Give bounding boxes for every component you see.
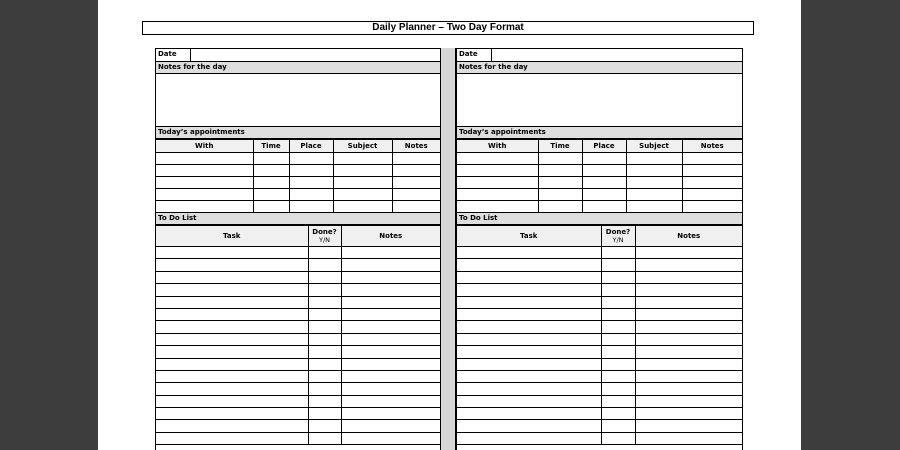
done-label: Done? [605, 228, 631, 236]
todo-row [457, 271, 742, 283]
col-notes: Notes [635, 226, 742, 247]
date-field[interactable] [492, 49, 742, 61]
todo-cell[interactable] [635, 259, 742, 271]
todo-row [457, 346, 742, 358]
appointment-cell[interactable] [333, 165, 392, 177]
todo-cell[interactable] [341, 259, 440, 271]
date-label: Date [156, 49, 191, 61]
appointment-row [457, 177, 742, 189]
todo-cell[interactable] [635, 383, 742, 395]
appointment-row [156, 189, 440, 201]
todo-row [457, 321, 742, 333]
appointment-cell[interactable] [333, 189, 392, 201]
appointment-cell[interactable] [289, 189, 333, 201]
col-subject: Subject [626, 140, 682, 153]
todo-cell[interactable] [341, 284, 440, 296]
appointment-row [457, 189, 742, 201]
appointments-header: Today’s appointments [156, 127, 440, 139]
todo-cell[interactable] [457, 333, 601, 345]
col-place: Place [289, 140, 333, 153]
appointment-cell[interactable] [538, 189, 582, 201]
todo-cell[interactable] [156, 395, 308, 407]
todo-cell[interactable] [341, 420, 440, 432]
todo-row [156, 271, 440, 283]
appointment-cell[interactable] [253, 165, 289, 177]
todo-cell[interactable] [341, 370, 440, 382]
todo-cell[interactable] [308, 284, 341, 296]
todo-cell[interactable] [341, 247, 440, 259]
todo-cell[interactable] [635, 296, 742, 308]
todo-row [156, 284, 440, 296]
todo-cell[interactable] [635, 308, 742, 320]
appointment-cell[interactable] [253, 189, 289, 201]
notes-header: Notes for the day [457, 62, 742, 74]
todo-cell[interactable] [635, 408, 742, 420]
todo-header: To Do List [457, 213, 742, 225]
appointment-cell[interactable] [333, 153, 392, 165]
todo-row [156, 432, 440, 444]
todo-cell[interactable] [308, 296, 341, 308]
appointment-cell[interactable] [253, 153, 289, 165]
todo-cell[interactable] [341, 296, 440, 308]
appointment-cell[interactable] [392, 165, 440, 177]
todo-row [457, 408, 742, 420]
todo-cell[interactable] [308, 259, 341, 271]
appointment-cell[interactable] [289, 165, 333, 177]
todo-row [156, 408, 440, 420]
appointment-row [156, 153, 440, 165]
appointment-cell[interactable] [392, 189, 440, 201]
todo-cell[interactable] [601, 346, 635, 358]
todo-table [156, 225, 440, 445]
appointment-cell[interactable] [253, 177, 289, 189]
appointment-cell[interactable] [457, 153, 538, 165]
appointment-cell[interactable] [626, 177, 682, 189]
appointment-cell[interactable] [156, 201, 253, 213]
todo-cell[interactable] [341, 308, 440, 320]
todo-cell[interactable] [341, 383, 440, 395]
todo-row [156, 296, 440, 308]
col-notes: Notes [341, 226, 440, 247]
todo-cell[interactable] [635, 247, 742, 259]
todo-cell[interactable] [457, 358, 601, 370]
todo-cell[interactable] [601, 321, 635, 333]
todo-cell[interactable] [601, 296, 635, 308]
appointments-header: Today’s appointments [457, 127, 742, 139]
appointment-cell[interactable] [626, 189, 682, 201]
todo-cell[interactable] [601, 432, 635, 444]
done-sublabel: Y/N [318, 236, 331, 244]
appointment-cell[interactable] [682, 177, 742, 189]
todo-row [457, 370, 742, 382]
appointment-cell[interactable] [538, 201, 582, 213]
todo-cell[interactable] [156, 420, 308, 432]
todo-cell[interactable] [308, 432, 341, 444]
todo-cell[interactable] [457, 432, 601, 444]
todo-cell[interactable] [341, 395, 440, 407]
appointment-cell[interactable] [457, 177, 538, 189]
appointment-row [457, 201, 742, 213]
appointment-cell[interactable] [289, 201, 333, 213]
todo-cell[interactable] [308, 308, 341, 320]
todo-cell[interactable] [635, 395, 742, 407]
col-task: Task [457, 226, 601, 247]
appointment-cell[interactable] [682, 153, 742, 165]
todo-cell[interactable] [308, 395, 341, 407]
col-time: Time [538, 140, 582, 153]
appointment-row [457, 153, 742, 165]
todo-cell[interactable] [457, 408, 601, 420]
todo-cell[interactable] [601, 370, 635, 382]
todo-cell[interactable] [341, 432, 440, 444]
todo-cell[interactable] [635, 370, 742, 382]
appointment-cell[interactable] [457, 165, 538, 177]
appointment-cell[interactable] [253, 201, 289, 213]
todo-cell[interactable] [341, 346, 440, 358]
done-label: Done? [312, 228, 337, 236]
appointment-cell[interactable] [289, 153, 333, 165]
notes-area[interactable] [156, 74, 440, 127]
todo-cell[interactable] [457, 247, 601, 259]
todo-cell[interactable] [635, 284, 742, 296]
todo-cell[interactable] [156, 383, 308, 395]
appointment-cell[interactable] [682, 201, 742, 213]
page-title: Daily Planner – Two Day Format [142, 21, 754, 35]
planner-page [98, 0, 801, 450]
todo-row [156, 308, 440, 320]
todo-cell[interactable] [308, 408, 341, 420]
todo-cell[interactable] [341, 271, 440, 283]
todo-cell[interactable] [308, 370, 341, 382]
todo-row [457, 284, 742, 296]
appointment-cell[interactable] [333, 177, 392, 189]
col-with: With [156, 140, 253, 153]
todo-cell[interactable] [457, 395, 601, 407]
todo-row [156, 383, 440, 395]
col-with: With [457, 140, 538, 153]
todo-cell[interactable] [635, 321, 742, 333]
todo-row [156, 420, 440, 432]
todo-row [156, 259, 440, 271]
todo-cell[interactable] [156, 333, 308, 345]
todo-row [457, 259, 742, 271]
todo-row [457, 247, 742, 259]
todo-cell[interactable] [156, 271, 308, 283]
appointment-row [457, 165, 742, 177]
todo-cell[interactable] [635, 420, 742, 432]
todo-row [457, 383, 742, 395]
todo-cell[interactable] [457, 284, 601, 296]
date-field[interactable] [191, 49, 440, 61]
col-notes: Notes [392, 140, 440, 153]
todo-cell[interactable] [601, 383, 635, 395]
todo-row [457, 432, 742, 444]
date-row [457, 49, 742, 62]
appointment-cell[interactable] [626, 165, 682, 177]
todo-row [156, 333, 440, 345]
appointment-cell[interactable] [392, 153, 440, 165]
todo-row [156, 321, 440, 333]
todo-cell[interactable] [635, 271, 742, 283]
todo-cell[interactable] [601, 271, 635, 283]
col-done [308, 226, 341, 247]
todo-cell[interactable] [457, 420, 601, 432]
todo-row [457, 420, 742, 432]
todo-cell[interactable] [601, 247, 635, 259]
todo-cell[interactable] [156, 408, 308, 420]
todo-row [457, 333, 742, 345]
appointment-cell[interactable] [333, 201, 392, 213]
todo-row [457, 308, 742, 320]
date-row [156, 49, 440, 62]
todo-cell[interactable] [341, 333, 440, 345]
notes-header: Notes for the day [156, 62, 440, 74]
todo-cell[interactable] [601, 333, 635, 345]
todo-row [156, 370, 440, 382]
appointment-cell[interactable] [582, 153, 626, 165]
appointment-cell[interactable] [156, 165, 253, 177]
todo-cell[interactable] [156, 432, 308, 444]
col-notes: Notes [682, 140, 742, 153]
todo-cell[interactable] [308, 358, 341, 370]
appointment-cell[interactable] [156, 153, 253, 165]
todo-cell[interactable] [156, 247, 308, 259]
todo-cell[interactable] [635, 432, 742, 444]
todo-cell[interactable] [156, 284, 308, 296]
todo-row [457, 358, 742, 370]
todo-cell[interactable] [601, 358, 635, 370]
todo-cell[interactable] [457, 321, 601, 333]
todo-cell[interactable] [308, 333, 341, 345]
todo-cell[interactable] [156, 321, 308, 333]
todo-cell[interactable] [308, 247, 341, 259]
todo-cell[interactable] [156, 358, 308, 370]
todo-header: To Do List [156, 213, 440, 225]
appointments-table [457, 139, 742, 213]
appointment-cell[interactable] [582, 165, 626, 177]
appointment-cell[interactable] [626, 153, 682, 165]
todo-cell[interactable] [457, 259, 601, 271]
col-subject: Subject [333, 140, 392, 153]
todo-cell[interactable] [601, 420, 635, 432]
appointment-cell[interactable] [156, 177, 253, 189]
col-place: Place [582, 140, 626, 153]
appointments-table [156, 139, 440, 213]
todo-cell[interactable] [156, 259, 308, 271]
date-label: Date [457, 49, 492, 61]
todo-cell[interactable] [457, 346, 601, 358]
todo-cell[interactable] [156, 296, 308, 308]
todo-cell[interactable] [156, 370, 308, 382]
col-task: Task [156, 226, 308, 247]
todo-row [156, 395, 440, 407]
todo-table [457, 225, 742, 445]
appointment-cell[interactable] [682, 165, 742, 177]
todo-row [156, 247, 440, 259]
todo-cell[interactable] [457, 296, 601, 308]
appointment-row [156, 201, 440, 213]
appointment-cell[interactable] [682, 189, 742, 201]
appointment-cell[interactable] [156, 189, 253, 201]
todo-row [457, 395, 742, 407]
todo-cell[interactable] [457, 383, 601, 395]
todo-cell[interactable] [601, 308, 635, 320]
col-time: Time [253, 140, 289, 153]
appointment-cell[interactable] [582, 201, 626, 213]
todo-cell[interactable] [635, 358, 742, 370]
appointment-cell[interactable] [392, 177, 440, 189]
appointment-cell[interactable] [582, 177, 626, 189]
todo-cell[interactable] [308, 420, 341, 432]
appointment-cell[interactable] [457, 201, 538, 213]
todo-cell[interactable] [341, 358, 440, 370]
todo-cell[interactable] [156, 346, 308, 358]
col-done [601, 226, 635, 247]
notes-area[interactable] [457, 74, 742, 127]
done-sublabel: Y/N [612, 236, 624, 244]
todo-cell[interactable] [635, 333, 742, 345]
appointment-row [156, 177, 440, 189]
center-gutter [440, 48, 456, 450]
todo-cell[interactable] [308, 346, 341, 358]
todo-cell[interactable] [601, 395, 635, 407]
appointment-cell[interactable] [538, 153, 582, 165]
todo-cell[interactable] [156, 308, 308, 320]
todo-cell[interactable] [635, 346, 742, 358]
todo-cell[interactable] [308, 383, 341, 395]
todo-row [156, 346, 440, 358]
todo-cell[interactable] [457, 370, 601, 382]
todo-cell[interactable] [601, 284, 635, 296]
todo-cell[interactable] [601, 259, 635, 271]
todo-cell[interactable] [308, 271, 341, 283]
day-panel-left [155, 48, 441, 450]
todo-cell[interactable] [601, 408, 635, 420]
todo-cell[interactable] [341, 408, 440, 420]
todo-row [156, 358, 440, 370]
appointment-cell[interactable] [457, 189, 538, 201]
appointment-cell[interactable] [289, 177, 333, 189]
day-panel-right [456, 48, 743, 450]
todo-cell[interactable] [457, 271, 601, 283]
appointment-cell[interactable] [392, 201, 440, 213]
appointment-cell[interactable] [626, 201, 682, 213]
todo-row [457, 296, 742, 308]
todo-cell[interactable] [457, 308, 601, 320]
appointment-cell[interactable] [582, 189, 626, 201]
appointment-cell[interactable] [538, 165, 582, 177]
appointment-cell[interactable] [538, 177, 582, 189]
appointment-row [156, 165, 440, 177]
todo-cell[interactable] [341, 321, 440, 333]
todo-cell[interactable] [308, 321, 341, 333]
